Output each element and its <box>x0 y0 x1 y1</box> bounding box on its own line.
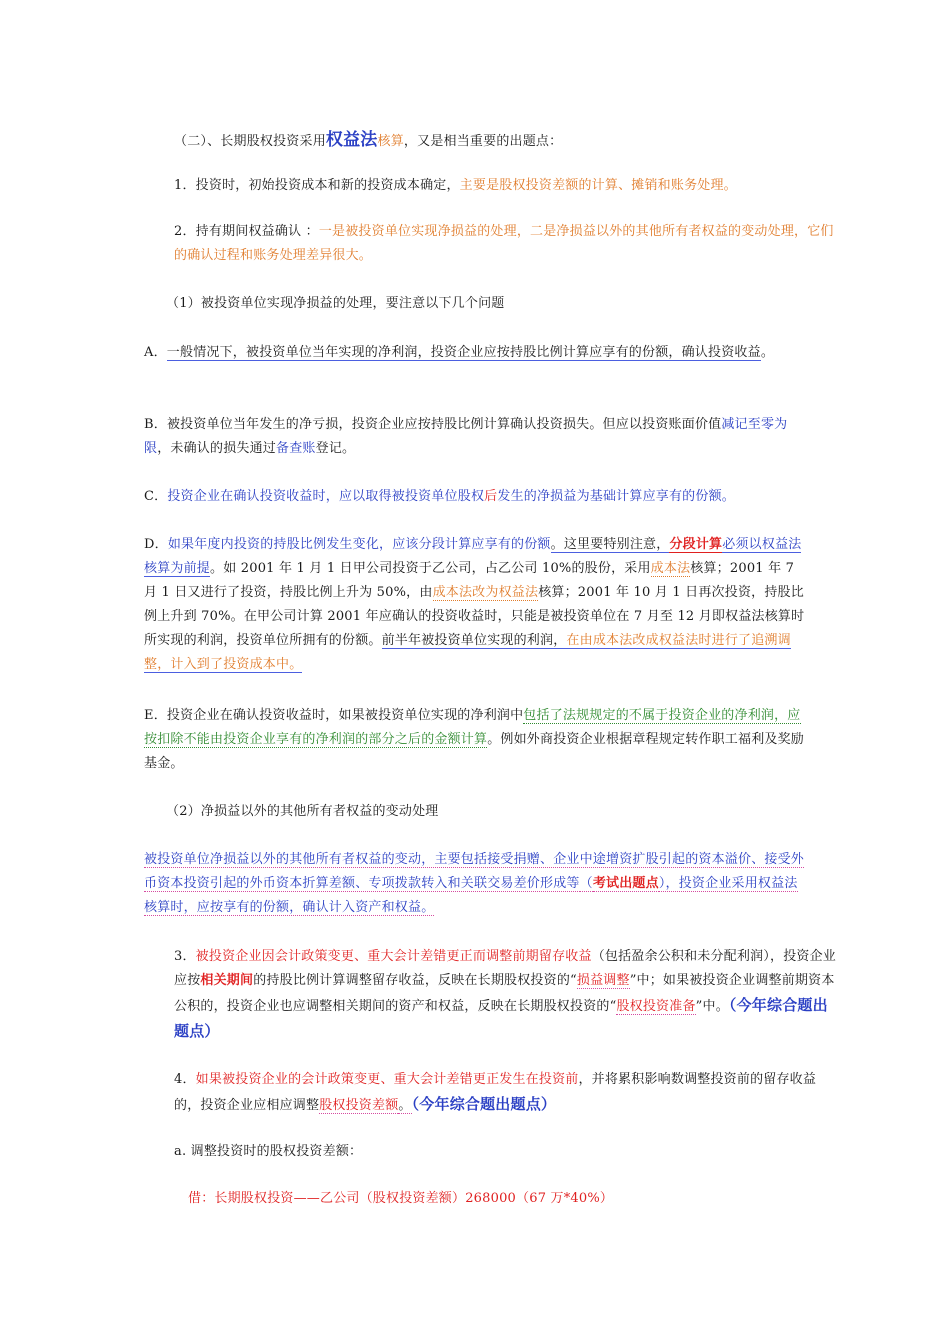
subheading-1 <box>144 292 830 316</box>
highlight-text: 投资企业在确认投资收益时，应以取得被投资单位股权 <box>167 489 485 504</box>
label: A． <box>144 345 167 360</box>
highlight-text: 如果年度内投资的持股比例发生变化，应该分段计算应享有的份额 <box>167 537 551 552</box>
text: 。例如外商投资企业根据章程规定转作职工福利及奖励基金。 <box>144 732 805 771</box>
highlight-text: 主要是股权投资差额的计算、摊销和账务处理。 <box>459 178 737 193</box>
paragraph-2 <box>144 220 838 268</box>
paragraph-4 <box>144 1068 838 1118</box>
text: ，未确认的损失通过 <box>157 441 277 456</box>
text: 核算；2001 年 10 月 1 日再次投资，持股比例上升到 70%。在甲公司计算 2001 年应确认的投资收益时，只能是被投资单位在 7 月至 12 月即权益法核算时所实现的利润，投资单位所拥有的份额。 <box>144 585 805 648</box>
highlight-text: 一是被投资单位实现净损益的处理，二是净损益以外的其他所有者权益的变动处理，它们的确认过程和账务处理差异很大。 <box>174 224 834 263</box>
section-heading <box>144 128 838 154</box>
item-e <box>144 704 808 776</box>
text: 登记。 <box>315 441 356 456</box>
text: （包括盈余公积和未分配利润） <box>591 949 770 964</box>
text: ，并将累积影响数调整投资前的留存收益的，投资企业应相应调整 <box>174 1072 817 1113</box>
text: ”中；如果被投资企业调整前期资本公积的，投资企业也应调整相关期间的资产和权益，反映在长期股权投资的“ <box>174 973 835 1014</box>
label: D． <box>144 537 168 552</box>
red-text: 后 <box>484 489 498 504</box>
text: （1）被投资单位实现净损益的处理，要注意以下几个问题 <box>166 296 505 311</box>
underlined-text: 前半年被投资单位实现的利润， <box>381 633 567 648</box>
text: a. 调整投资时的股权投资差额： <box>174 1144 363 1159</box>
item-c <box>144 485 808 509</box>
paragraph-other-equity <box>144 848 808 920</box>
red-text: 被投资企业因会计政策变更、重大会计差错更正而调整前期留存收益 <box>195 949 592 964</box>
red-bold-text: 分段计算 <box>669 537 723 552</box>
highlight-text: 发生的净损益为基础计算应享有的份额。 <box>497 489 735 504</box>
text: 。如 2001 年 1 月 1 日甲公司投资于乙公司，占乙公司 10%的股份，采用 <box>210 561 651 576</box>
heading-text-end: ，又是相当重要的出题点： <box>403 134 563 149</box>
text: B．被投资单位当年发生的净亏损，投资企业应按持股比例计算确认投资损失。但应以投资账面价值 <box>144 417 722 432</box>
red-text: 股权投资差额 <box>319 1098 399 1113</box>
highlight-text: 在由成本法改成权益法时进行了追溯调整，计入到了投资成本中。 <box>144 633 791 672</box>
heading-text: （二）、长期股权投资采用 <box>174 134 326 149</box>
label: 3． <box>174 949 196 964</box>
accounting-term: 核算 <box>377 134 404 149</box>
text: ，投资企业应按 <box>174 949 837 988</box>
highlight-text: 减记至零为限 <box>144 417 788 456</box>
paragraph-1 <box>144 174 838 198</box>
text: 。 <box>398 1098 412 1113</box>
label: C． <box>144 489 168 504</box>
item-d <box>144 533 808 677</box>
paragraph-3 <box>144 945 838 1045</box>
underlined-text: 一般情况下，被投资单位当年实现的净利润，投资企业应按持股比例计算应享有的份额，确认投资收益 <box>166 345 761 360</box>
text: ”中。 <box>695 999 729 1014</box>
exam-point: （今年综合题出题点） <box>411 1095 557 1113</box>
equity-method-term: 权益法 <box>325 130 378 150</box>
highlight-text: 包括了法规规定的不属于投资企业的净利润，应按扣除不能由投资企业享有的净利润的部分之后的金额计算 <box>144 708 801 747</box>
item-b <box>144 413 808 461</box>
red-bold-text: 相关期间 <box>200 973 254 988</box>
subheading-2 <box>144 800 830 824</box>
highlight-text: 成本法改为权益法 <box>432 585 539 600</box>
text: E．投资企业在确认投资收益时，如果被投资单位实现的净利润中 <box>144 708 524 723</box>
underlined-text: 。这里要特别注意， <box>550 537 670 552</box>
highlight-text: ），投资企业采用权益法核算时，应按享有的份额，确认计入资产和权益。 <box>144 876 798 915</box>
exam-point: 考试出题点 <box>592 876 659 891</box>
text: 1．投资时，初始投资成本和新的投资成本确定， <box>174 178 460 193</box>
label: 4． <box>174 1072 196 1087</box>
item-a <box>144 341 808 365</box>
red-text: 损益调整 <box>576 973 630 988</box>
red-text: 股权投资准备 <box>616 999 696 1014</box>
journal-entry <box>144 1187 852 1211</box>
highlight-text: 备查账 <box>276 441 316 456</box>
highlight-text: 成本法 <box>650 561 691 576</box>
text: 。 <box>760 345 775 360</box>
red-text: 如果被投资企业的会计政策变更、重大会计差错更正发生在投资前 <box>195 1072 579 1087</box>
journal-text: 借：长期股权投资——乙公司（股权投资差额）268000（67 万*40%） <box>188 1191 614 1206</box>
text: 2．持有期间权益确认 ： <box>174 224 319 239</box>
subheading-3 <box>144 1140 838 1164</box>
text: 核算；2001 年 7 月 1 日又进行了投资，持股比例上升为 50%，由 <box>144 561 795 600</box>
text: 的持股比例计算调整留存收益，反映在长期股权投资的“ <box>253 973 577 988</box>
highlight-text: 必须以权益法核算为前提 <box>144 537 802 576</box>
highlight-text: 被投资单位净损益以外的其他所有者权益的变动，主要包括接受捐赠、企业中途增资扩股引起的资本溢价、接受外币资本投资引起的外币资本折算差额、专项拨款转入和关联交易差价形成等 <box>144 852 805 891</box>
text: （2）净损益以外的其他所有者权益的变动处理 <box>166 804 439 819</box>
exam-point: （今年综合题出题点） <box>174 996 828 1040</box>
paren: （ <box>579 876 593 891</box>
